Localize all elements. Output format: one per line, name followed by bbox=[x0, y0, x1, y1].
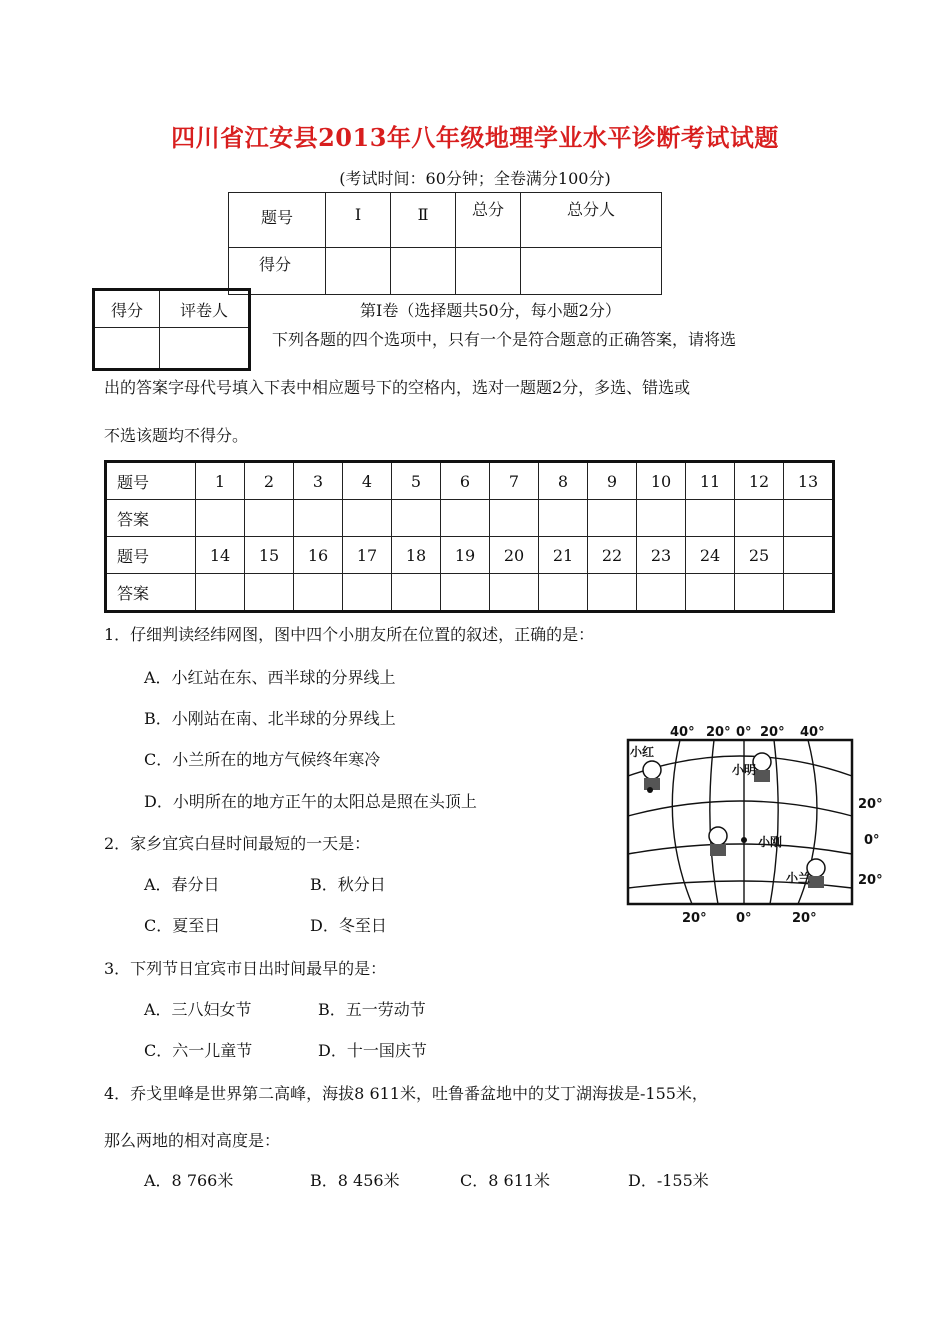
question-number: 22 bbox=[588, 537, 637, 574]
option-c[interactable]: C．六一儿童节 bbox=[144, 1041, 253, 1060]
option-d[interactable]: D．小明所在的地方正午的太阳总是照在头顶上 bbox=[144, 792, 477, 811]
option-c[interactable]: C．8 611米 bbox=[460, 1171, 551, 1190]
question-number: 17 bbox=[343, 537, 392, 574]
instruction-line: 下列各题的四个选项中，只有一个是符合题意的正确答案，请将选 bbox=[272, 330, 737, 349]
score-table bbox=[228, 192, 662, 295]
kid-xiaohong bbox=[630, 744, 661, 793]
score-row-label: 得分 bbox=[229, 248, 326, 295]
page-title: 四川省江安县2013年八年级地理学业水平诊断考试试题 bbox=[171, 123, 779, 152]
answer-table bbox=[104, 460, 835, 613]
question-number: 3 bbox=[294, 462, 343, 500]
graticule-figure bbox=[620, 716, 892, 930]
question-stem: 4．乔戈里峰是世界第二高峰，海拔8 611米，吐鲁番盆地中的艾丁湖海拔是-155米， bbox=[104, 1084, 708, 1103]
grader-name-label: 评卷人 bbox=[160, 290, 250, 328]
score-cell[interactable] bbox=[326, 248, 391, 295]
answer-cell[interactable] bbox=[490, 574, 539, 612]
grader-score-label: 得分 bbox=[94, 290, 160, 328]
answer-number-row bbox=[106, 462, 834, 500]
answer-cell[interactable] bbox=[392, 574, 441, 612]
question-number: 6 bbox=[441, 462, 490, 500]
question-number: 20 bbox=[490, 537, 539, 574]
answer-cell[interactable] bbox=[637, 574, 686, 612]
option-b[interactable]: B．小刚站在南、北半球的分界线上 bbox=[144, 709, 396, 728]
row-label: 题号 bbox=[106, 537, 196, 574]
kid-label: 小刚 bbox=[758, 835, 783, 849]
question-number: 7 bbox=[490, 462, 539, 500]
lon-label: 40° bbox=[670, 725, 695, 740]
question-number: 8 bbox=[539, 462, 588, 500]
option-b[interactable]: B．秋分日 bbox=[310, 875, 386, 894]
exam-info: (考试时间：60分钟；全卷满分100分) bbox=[339, 169, 611, 188]
question-number: 5 bbox=[392, 462, 441, 500]
question-stem: 3．下列节日宜宾市日出时间最早的是： bbox=[104, 959, 387, 978]
lat-label: 20° bbox=[858, 873, 883, 888]
score-cell[interactable] bbox=[391, 248, 456, 295]
question-stem: 1．仔细判读经纬网图，图中四个小朋友所在位置的叙述，正确的是： bbox=[104, 625, 595, 644]
kid-label: 小兰 bbox=[786, 871, 811, 885]
question-number: 14 bbox=[196, 537, 245, 574]
answer-cell[interactable] bbox=[392, 500, 441, 537]
row-label: 答案 bbox=[106, 574, 196, 612]
answer-cell[interactable] bbox=[637, 500, 686, 537]
lat-label: 20° bbox=[858, 797, 883, 812]
option-a[interactable]: A．8 766米 bbox=[144, 1171, 234, 1190]
lat-label: 0° bbox=[864, 833, 880, 848]
answer-cell[interactable] bbox=[343, 574, 392, 612]
score-header-cell: 总分 bbox=[456, 193, 521, 248]
answer-cell[interactable] bbox=[196, 574, 245, 612]
option-b[interactable]: B．8 456米 bbox=[310, 1171, 400, 1190]
answer-cell[interactable] bbox=[441, 574, 490, 612]
lon-label: 20° bbox=[706, 725, 731, 740]
answer-cell[interactable] bbox=[735, 500, 784, 537]
answer-cell[interactable] bbox=[686, 500, 735, 537]
question-stem: 2．家乡宜宾白昼时间最短的一天是： bbox=[104, 834, 371, 853]
instruction-line: 出的答案字母代号填入下表中相应题号下的空格内，选对一题题2分，多选、错选或 bbox=[104, 378, 691, 397]
question-number: 9 bbox=[588, 462, 637, 500]
answer-cell[interactable] bbox=[245, 574, 294, 612]
answer-cell[interactable] bbox=[441, 500, 490, 537]
answer-cell[interactable] bbox=[686, 574, 735, 612]
question-number: 21 bbox=[539, 537, 588, 574]
question-number: 25 bbox=[735, 537, 784, 574]
option-a[interactable]: A．三八妇女节 bbox=[144, 1000, 252, 1019]
lon-label: 20° bbox=[792, 911, 817, 926]
lon-label: 20° bbox=[760, 725, 785, 740]
answer-number-row bbox=[106, 537, 834, 574]
question-number: 2 bbox=[245, 462, 294, 500]
latitude-line bbox=[628, 801, 852, 816]
lon-label: 40° bbox=[800, 725, 825, 740]
answer-cell[interactable] bbox=[245, 500, 294, 537]
option-d[interactable]: D．十一国庆节 bbox=[318, 1041, 427, 1060]
answer-cell[interactable] bbox=[294, 574, 343, 612]
option-c[interactable]: C．小兰所在的地方气候终年寒冷 bbox=[144, 750, 381, 769]
score-header-cell: Ⅱ bbox=[391, 193, 456, 248]
question-number: 1 bbox=[196, 462, 245, 500]
row-label: 答案 bbox=[106, 500, 196, 537]
answer-cell[interactable] bbox=[735, 574, 784, 612]
score-header-cell: 总分人 bbox=[521, 193, 662, 248]
question-number: 12 bbox=[735, 462, 784, 500]
grader-box bbox=[92, 288, 251, 371]
kid-xiaoming bbox=[732, 753, 771, 782]
instruction-line: 不选该题均不得分。 bbox=[104, 426, 249, 445]
answer-cell[interactable] bbox=[343, 500, 392, 537]
kid-label: 小明 bbox=[732, 763, 757, 777]
answer-cell[interactable] bbox=[588, 574, 637, 612]
score-header-cell: I bbox=[326, 193, 391, 248]
question-number: 4 bbox=[343, 462, 392, 500]
answer-cell[interactable] bbox=[588, 500, 637, 537]
option-a[interactable]: A．小红站在东、西半球的分界线上 bbox=[144, 668, 396, 687]
answer-cell[interactable] bbox=[784, 574, 834, 612]
answer-cell[interactable] bbox=[539, 574, 588, 612]
kid-xiaolan bbox=[786, 859, 825, 888]
question-number: 11 bbox=[686, 462, 735, 500]
question-number: 13 bbox=[784, 462, 834, 500]
score-cell[interactable] bbox=[456, 248, 521, 295]
kid-label: 小红 bbox=[630, 745, 655, 759]
answer-cell[interactable] bbox=[784, 500, 834, 537]
question-number: 18 bbox=[392, 537, 441, 574]
question-number: 23 bbox=[637, 537, 686, 574]
score-header-cell: 题号 bbox=[229, 193, 326, 248]
lon-label: 0° bbox=[736, 725, 752, 740]
answer-cell[interactable] bbox=[539, 500, 588, 537]
question-number: 16 bbox=[294, 537, 343, 574]
option-c[interactable]: C．夏至日 bbox=[144, 916, 221, 935]
option-d[interactable]: D．冬至日 bbox=[310, 916, 387, 935]
answer-row bbox=[106, 500, 834, 537]
option-d[interactable]: D．-155米 bbox=[628, 1171, 709, 1190]
option-b[interactable]: B．五一劳动节 bbox=[318, 1000, 426, 1019]
question-number: 10 bbox=[637, 462, 686, 500]
answer-row bbox=[106, 574, 834, 612]
lon-label: 20° bbox=[682, 911, 707, 926]
question-number: 15 bbox=[245, 537, 294, 574]
section-heading: 第Ⅰ卷（选择题共50分，每小题2分） bbox=[360, 301, 621, 320]
option-a[interactable]: A．春分日 bbox=[144, 875, 220, 894]
answer-cell[interactable] bbox=[294, 500, 343, 537]
question-number: 24 bbox=[686, 537, 735, 574]
lon-label: 0° bbox=[736, 911, 752, 926]
answer-cell[interactable] bbox=[196, 500, 245, 537]
question-number: 19 bbox=[441, 537, 490, 574]
row-label: 题号 bbox=[106, 462, 196, 500]
kid-xiaogang bbox=[709, 827, 782, 856]
score-cell[interactable] bbox=[521, 248, 662, 295]
longitude-line bbox=[672, 740, 692, 904]
longitude-line bbox=[710, 740, 718, 904]
question-number bbox=[784, 537, 834, 574]
latitude-line bbox=[628, 844, 852, 854]
answer-cell[interactable] bbox=[490, 500, 539, 537]
question-stem-continued: 那么两地的相对高度是： bbox=[104, 1131, 281, 1150]
